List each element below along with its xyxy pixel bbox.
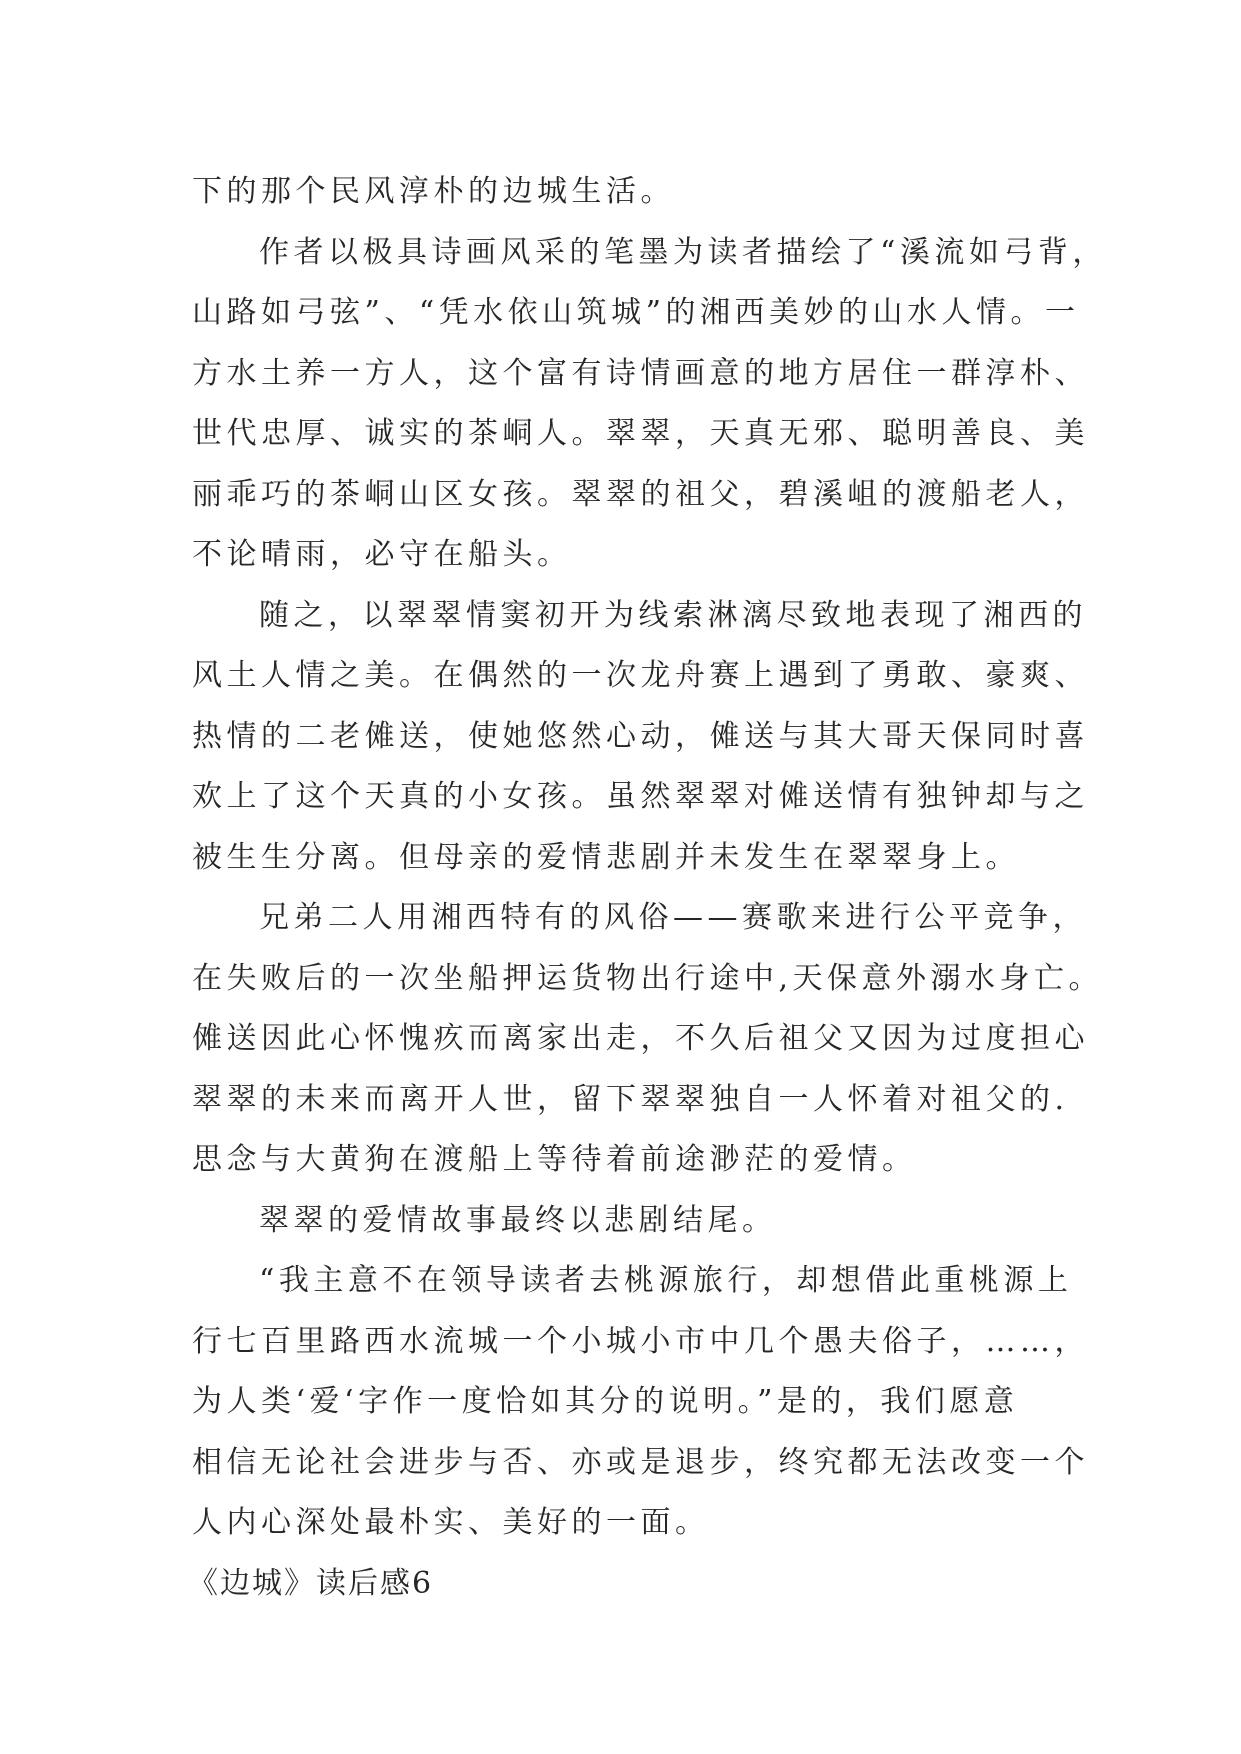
text-line: 傩送因此心怀愧疚而离家出走，不久后祖父又因为过度担心 (192, 1021, 1089, 1056)
text-line: 丽乖巧的茶峒山区女孩。翠翠的祖父，碧溪岨的渡船老人， (192, 476, 1089, 512)
text-line: 热情的二老傩送，使她悠然心动，傩送与其大哥天保同时喜 (192, 718, 1089, 754)
text-line: 翠翠的未来而离开人世，留下翠翠独自一人怀着对祖父的. (192, 1081, 1069, 1117)
text-line: 风土人情之美。在偶然的一次龙舟赛上遇到了勇敢、豪爽、 (192, 658, 1089, 693)
paragraph-start-line: 作者以极具诗画风采的笔墨为读者描绘了“溪流如弓背， (259, 234, 1107, 270)
paragraph-start-line: 随之，以翠翠情窦初开为线索淋漓尽致地表现了湘西的 (259, 597, 1087, 633)
text-line: 世代忠厚、诚实的茶峒人。翠翠，天真无邪、聪明善良、美 (192, 416, 1089, 451)
text-line: 在失败后的一次坐船押运货物出行途中,天保意外溺水身亡。 (192, 960, 1104, 996)
document-body (188, 162, 1107, 1614)
text-line: 为人类‘爱‘字作一度恰如其分的说明。”是的，我们愿意 (192, 1384, 1019, 1419)
paragraph-start-line: 兄弟二人用湘西特有的风俗——赛歌来进行公平竞争， (259, 900, 1087, 935)
text-line: 行七百里路西水流城一个小城小市中几个愚夫俗子，……， (192, 1323, 1089, 1359)
section-heading: 《边城》读后感6 (188, 1565, 434, 1601)
text-line: 不论晴雨，必守在船头。 (192, 537, 572, 572)
text-line: 思念与大黄狗在渡船上等待着前途渺茫的爱情。 (192, 1142, 917, 1177)
text-line: 相信无论社会进步与否、亦或是退步，终究都无法改变一个 (192, 1444, 1089, 1480)
paragraph-start-line: “我主意不在领导读者去桃源旅行，却想借此重桃源上 (259, 1263, 1073, 1298)
text-line: 山路如弓弦”、“凭水依山筑城”的湘西美妙的山水人情。一 (192, 295, 1080, 330)
text-line: 下的那个民风淳朴的边城生活。 (192, 174, 675, 209)
text-line: 被生生分离。但母亲的爱情悲剧并未发生在翠翠身上。 (192, 839, 1020, 875)
text-line: 方水土养一方人，这个富有诗情画意的地方居住一群淳朴、 (192, 355, 1089, 391)
paragraph-start-line: 翠翠的爱情故事最终以悲剧结尾。 (259, 1202, 777, 1238)
text-line: 人内心深处最朴实、美好的一面。 (192, 1505, 710, 1540)
text-line: 欢上了这个天真的小女孩。虽然翠翠对傩送情有独钟却与之 (192, 779, 1089, 814)
